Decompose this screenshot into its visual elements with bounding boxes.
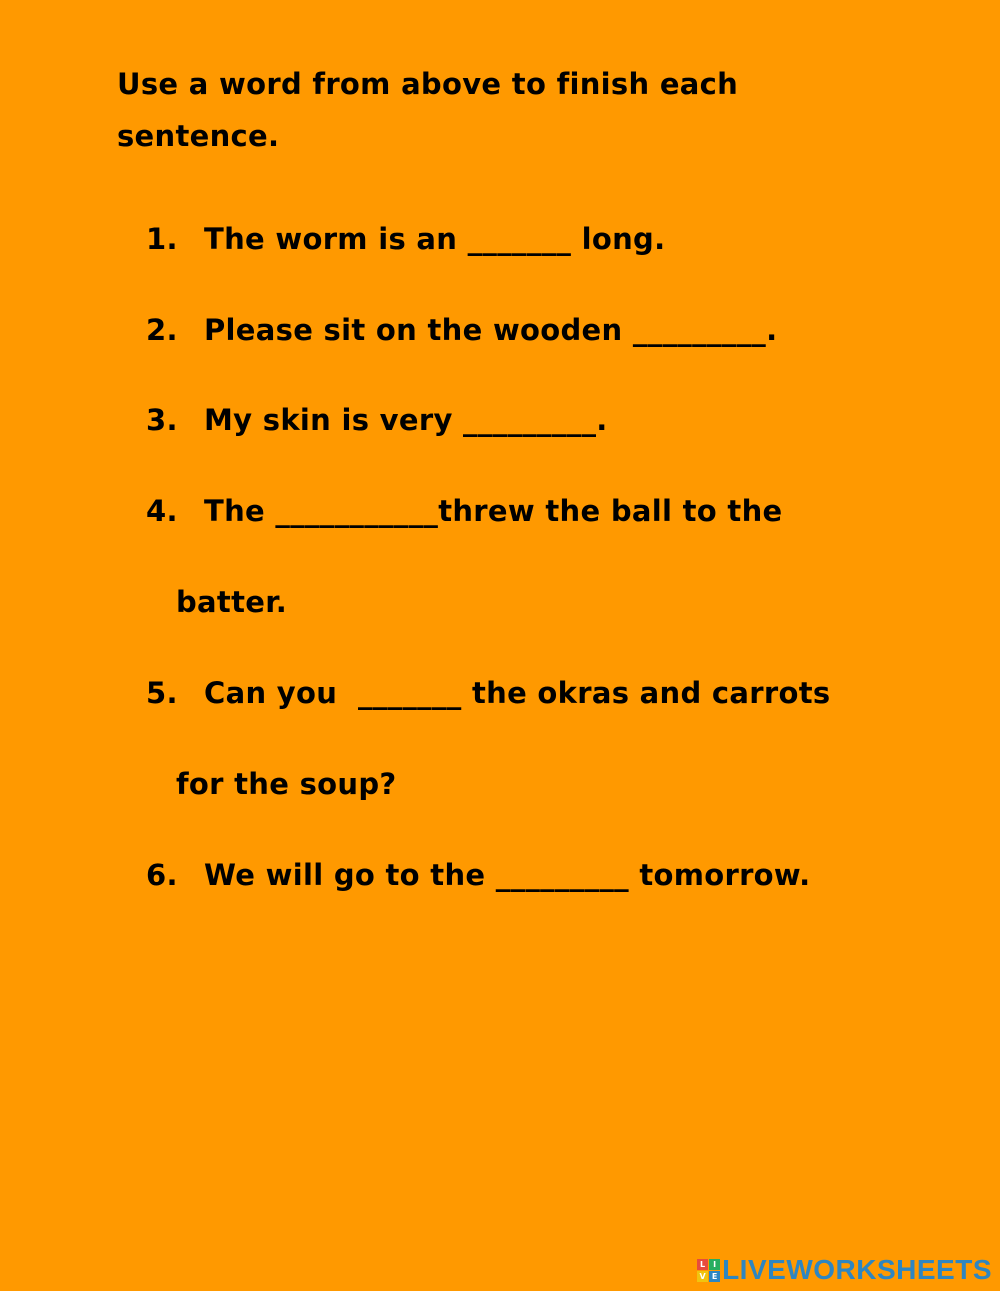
sentence-5 — [146, 676, 830, 710]
sentence-number: 6. — [146, 858, 178, 892]
sentence-text: Can you _______ the okras and carrots — [204, 676, 831, 710]
sentence-text: The worm is an _______ long. — [204, 222, 666, 256]
sentence-number: 4. — [146, 494, 178, 528]
sentence-3 — [146, 403, 608, 437]
sentence-number: 3. — [146, 403, 178, 437]
liveworksheets-logo-icon: L I V E — [697, 1259, 720, 1282]
sentence-5-continuation: for the soup? — [176, 767, 397, 801]
sentence-2 — [146, 313, 777, 347]
sentence-text: We will go to the _________ tomorrow. — [204, 858, 811, 892]
sentence-number: 5. — [146, 676, 178, 710]
sentence-text: The ___________threw the ball to the — [204, 494, 783, 528]
sentence-4 — [146, 494, 783, 528]
sentence-6 — [146, 858, 810, 892]
sentence-number: 2. — [146, 313, 178, 347]
sentence-1 — [146, 222, 665, 256]
liveworksheets-logo-text: LIVEWORKSHEETS — [722, 1254, 992, 1285]
sentence-text: Please sit on the wooden _________. — [204, 313, 778, 347]
sentence-4-continuation: batter. — [176, 585, 288, 619]
sentence-text: My skin is very _________. — [204, 403, 608, 437]
sentence-number: 1. — [146, 222, 178, 256]
liveworksheets-logo — [697, 1255, 992, 1285]
instruction-text: Use a word from above to finish each sentence. — [117, 67, 739, 153]
